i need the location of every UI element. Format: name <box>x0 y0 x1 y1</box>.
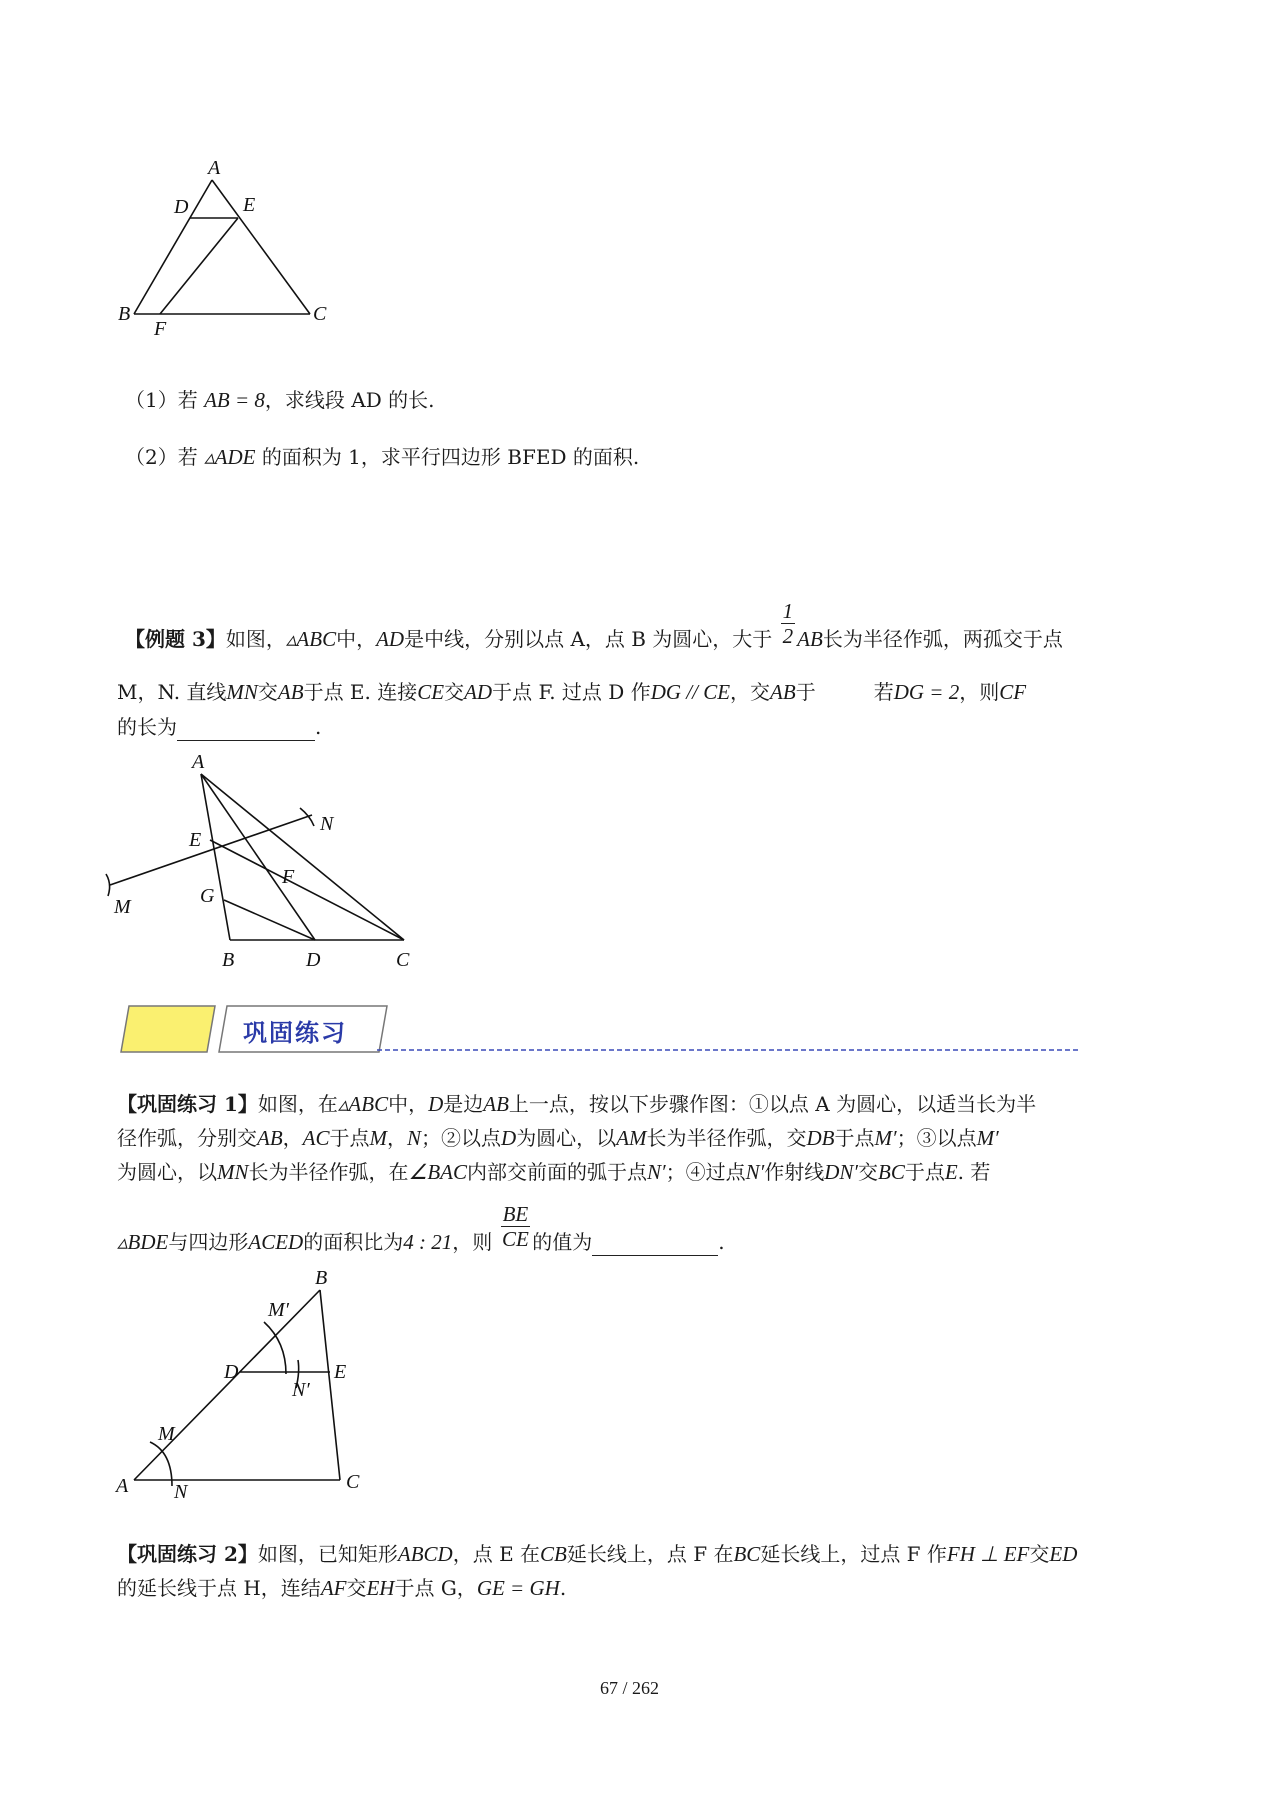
math: AB <box>797 627 823 651</box>
text: 如图，已知矩形 <box>257 1542 398 1566</box>
practice-1-tag: 【巩固练习 1】 <box>117 1092 258 1116</box>
label-F: F <box>282 866 295 888</box>
label-A: A <box>208 157 221 179</box>
seg-ab <box>201 774 230 940</box>
label-D: D <box>174 196 189 218</box>
math: ABCD <box>397 1542 453 1566</box>
math: ▵BDE <box>117 1230 169 1254</box>
figure-2-construction <box>100 750 430 975</box>
q1-text: ，求线段 AD 的长. <box>264 388 435 412</box>
text: ；④过点 <box>665 1160 746 1184</box>
math: GE = GH <box>476 1576 560 1600</box>
fraction-be-ce <box>501 1202 531 1251</box>
figure-1-triangle-parallelogram <box>110 150 390 360</box>
math: M <box>369 1126 387 1150</box>
math: E <box>944 1160 958 1184</box>
text: 于点 E. 连接 <box>303 680 418 704</box>
example-3-line-3 <box>117 713 321 741</box>
text: ，点 E 在 <box>452 1542 541 1566</box>
label-D: D <box>306 949 321 971</box>
math: ▵ABC <box>337 1092 389 1116</box>
math: M′ <box>874 1126 897 1150</box>
text: ， <box>282 1126 303 1150</box>
q2-number: （2）若 <box>125 445 198 469</box>
frac-numerator: 1 <box>782 599 794 623</box>
fraction-one-half <box>781 599 796 648</box>
text: 长为半径作弧，交 <box>646 1126 807 1150</box>
arc-mp <box>264 1322 286 1374</box>
math: AF <box>320 1576 347 1600</box>
math: FH ⊥ EF <box>946 1542 1030 1566</box>
page-number: 67 / 262 <box>600 1678 660 1698</box>
text: 于点 <box>834 1126 875 1150</box>
text: 中， <box>388 1092 429 1116</box>
text: 中， <box>336 627 377 651</box>
math: N <box>407 1126 422 1150</box>
label-Np: N′ <box>292 1379 310 1401</box>
text: 的延长线于点 H，连结 <box>117 1576 321 1600</box>
text: 于 <box>795 680 816 704</box>
text: 若 <box>873 680 894 704</box>
q2-text: 的面积为 1，求平行四边形 BFED 的面积. <box>261 445 640 469</box>
text: 径作弧，分别交 <box>117 1126 257 1150</box>
arc-mark-m <box>106 874 110 896</box>
banner-title: 巩固练习 <box>243 1019 347 1047</box>
math: DB <box>806 1126 835 1150</box>
math: CE <box>417 680 445 704</box>
text: 作射线 <box>764 1160 825 1184</box>
label-M: M <box>114 896 131 918</box>
math: D <box>428 1092 444 1116</box>
text: ，则 <box>959 680 1000 704</box>
text: 上一点，按以下步骤作图：①以点 A 为圆心，以适当长为半 <box>508 1092 1037 1116</box>
text: . <box>315 715 322 739</box>
q1-number: （1）若 <box>125 388 198 412</box>
text: 交 <box>346 1576 367 1600</box>
math: AB <box>257 1126 283 1150</box>
math: N′ <box>647 1160 666 1184</box>
text: 的值为 <box>532 1230 593 1254</box>
text: 为圆心，以 <box>117 1160 217 1184</box>
practice-2-tag: 【巩固练习 2】 <box>117 1542 258 1566</box>
label-A: A <box>116 1475 129 1497</box>
label-F: F <box>154 318 167 340</box>
figure-3-construction <box>100 1270 400 1510</box>
math: AB <box>770 680 796 704</box>
math: BC <box>878 1160 905 1184</box>
label-B: B <box>118 303 131 325</box>
text: . <box>718 1230 725 1254</box>
math: 4 : 21 <box>403 1230 453 1254</box>
math: AB <box>483 1092 509 1116</box>
text: 于点 <box>904 1160 945 1184</box>
text: 与四边形 <box>168 1230 249 1254</box>
math: CF <box>999 680 1027 704</box>
label-D: D <box>224 1361 239 1383</box>
text: 交 <box>444 680 465 704</box>
text: 延长线上，点 F 在 <box>566 1542 734 1566</box>
label-B: B <box>222 949 235 971</box>
label-E: E <box>189 829 202 851</box>
text: ，交 <box>730 680 771 704</box>
seg-ac <box>212 180 310 314</box>
question-2 <box>125 443 639 471</box>
label-G: G <box>200 885 215 907</box>
math: BC <box>733 1542 761 1566</box>
text: . 若 <box>957 1160 991 1184</box>
text: 是中线，分别以点 A，点 B 为圆心，大于 <box>404 627 773 651</box>
label-C: C <box>396 949 410 971</box>
text: 延长线上，过点 F 作 <box>760 1542 947 1566</box>
example-3-line-1 <box>125 599 1063 653</box>
seg-bc <box>320 1290 340 1480</box>
text: . <box>559 1576 567 1600</box>
frac-numerator: BE <box>502 1202 529 1226</box>
practice-2-line-1 <box>117 1540 1077 1568</box>
math: MN <box>226 680 258 704</box>
answer-blank[interactable] <box>177 718 315 741</box>
text: 于点 <box>329 1126 370 1150</box>
math: N′ <box>745 1160 765 1184</box>
label-N: N <box>320 813 334 835</box>
label-B: B <box>315 1270 328 1289</box>
math: ▵ABC <box>285 627 337 651</box>
text: ，则 <box>452 1230 493 1254</box>
banner-yellow-block <box>121 1006 215 1052</box>
math: ACED <box>248 1230 304 1254</box>
math: MN <box>217 1160 249 1184</box>
practice-1-line-4 <box>117 1202 725 1256</box>
seg-ac <box>201 774 404 940</box>
label-N: N <box>174 1481 188 1503</box>
text: 交 <box>257 680 278 704</box>
seg-ab <box>134 180 212 314</box>
text: 是边 <box>443 1092 484 1116</box>
text: ；②以点 <box>421 1126 502 1150</box>
math: ∠BAC <box>408 1160 467 1184</box>
practice-1-line-3 <box>117 1158 990 1186</box>
text: 长为半径作弧，在 <box>248 1160 409 1184</box>
answer-blank[interactable] <box>592 1233 718 1256</box>
text: ；③以点 <box>896 1126 977 1150</box>
example-3-line-2 <box>117 678 1026 706</box>
math: AD <box>376 627 405 651</box>
label-M: M <box>158 1423 175 1445</box>
text: 于点 F. 过点 D 作 <box>492 680 651 704</box>
text: 的面积比为 <box>303 1230 404 1254</box>
text: 内部交前面的弧于点 <box>467 1160 647 1184</box>
label-A: A <box>192 751 205 773</box>
label-E: E <box>243 194 256 216</box>
seg-ef <box>160 218 238 314</box>
label-C: C <box>313 303 327 325</box>
text: 如图，在 <box>257 1092 338 1116</box>
math: DG = 2 <box>893 680 960 704</box>
math: DN′ <box>824 1160 858 1184</box>
math: EH <box>366 1576 395 1600</box>
seg-ec <box>210 840 404 940</box>
practice-2-line-2 <box>117 1574 566 1602</box>
frac-denominator: CE <box>501 1227 529 1251</box>
question-1 <box>125 386 434 414</box>
text: 交 <box>858 1160 878 1184</box>
text: 如图， <box>225 627 286 651</box>
math: D <box>501 1126 517 1150</box>
practice-1-line-2 <box>117 1124 999 1152</box>
math: AM <box>616 1126 647 1150</box>
math: M′ <box>976 1126 999 1150</box>
math: ED <box>1049 1542 1078 1566</box>
label-Mp: M′ <box>268 1299 290 1321</box>
text: 于点 G， <box>394 1576 477 1600</box>
practice-1-line-1 <box>117 1090 1036 1118</box>
label-C: C <box>346 1471 360 1493</box>
example-3-tag: 【例题 3】 <box>125 627 226 651</box>
math: DG // CE <box>650 680 731 704</box>
math: AB <box>277 680 304 704</box>
q2-math: ▵ADE <box>204 445 256 469</box>
label-E: E <box>334 1361 347 1383</box>
math: AD <box>464 680 493 704</box>
math: CB <box>540 1542 567 1566</box>
text: 长为半径作弧，两孤交于点 <box>822 627 1063 651</box>
text: 为圆心，以 <box>516 1126 617 1150</box>
q1-math: AB = 8 <box>204 388 265 412</box>
text: 的长为 <box>117 715 177 739</box>
text: M，N. 直线 <box>117 680 227 704</box>
math: AC <box>302 1126 330 1150</box>
frac-denominator: 2 <box>782 624 794 648</box>
text: ， <box>387 1126 407 1150</box>
text: 交 <box>1029 1542 1050 1566</box>
